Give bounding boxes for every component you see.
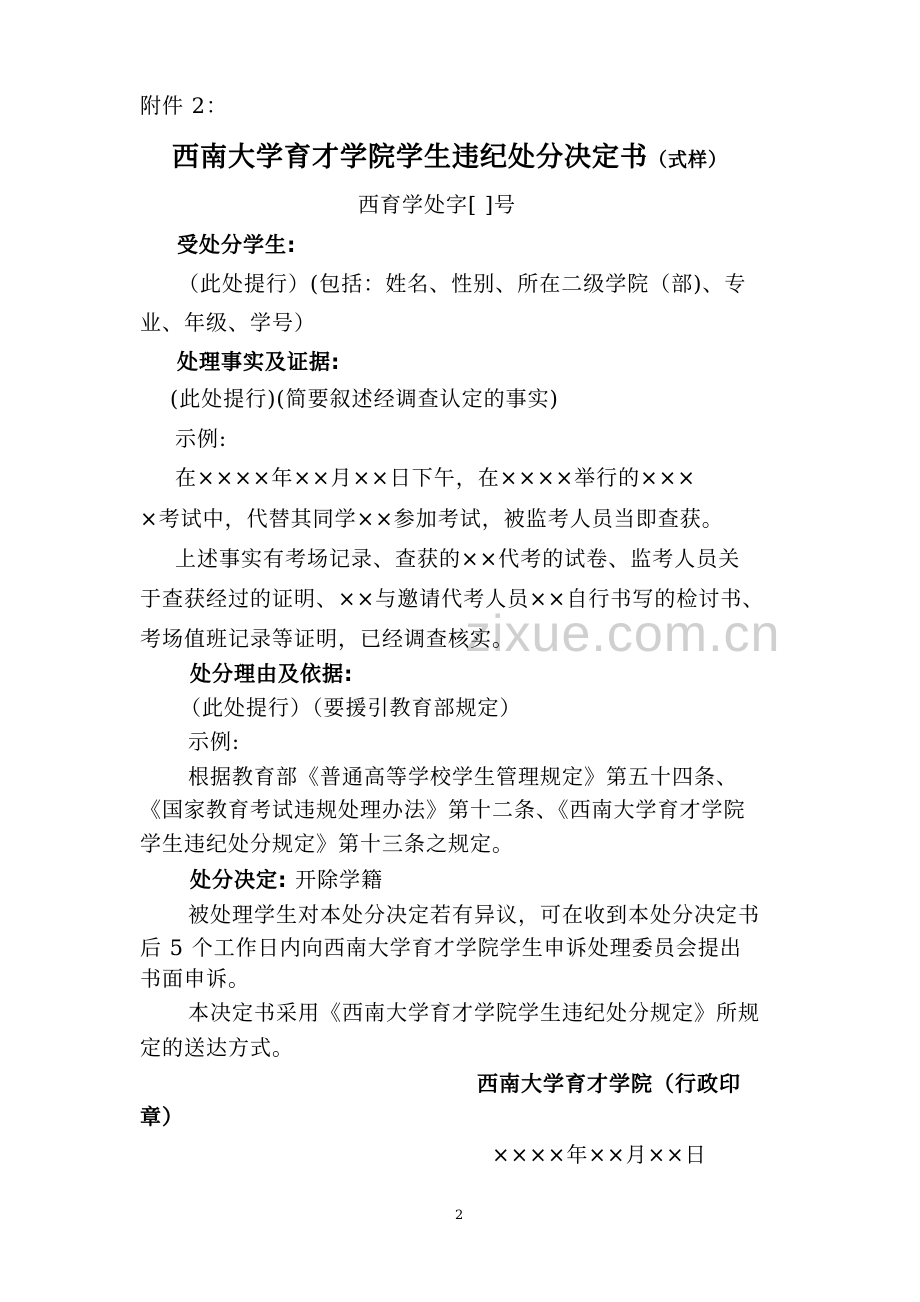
student-line-2: 业、年级、学号） <box>140 311 316 335</box>
basis-heading: 处分理由及依据: <box>190 662 354 686</box>
basis-line-1: （此处提行）（要援引教育部规定） <box>180 696 522 720</box>
facts-line-2: 示例: <box>175 427 228 451</box>
facts-line-7: 考场值班记录等证明，已经调查核实。 <box>140 627 514 651</box>
signature-date: ××××年××月××日 <box>492 1143 707 1167</box>
page-number: 2 <box>455 1208 464 1223</box>
facts-heading: 处理事实及证据: <box>177 350 341 374</box>
delivery-line-1: 本决定书采用《西南大学育才学院学生违纪处分规定》所规 <box>188 1001 760 1025</box>
basis-line-5: 学生违纪处分规定》第十三条之规定。 <box>140 832 514 856</box>
decision-heading: 处分决定: <box>190 868 288 892</box>
basis-line-2: 示例: <box>188 730 241 754</box>
document-number: 西育学处字[ ]号 <box>358 193 517 217</box>
student-line-1: （此处提行）(包括：姓名、性别、所在二级学院（部)、专 <box>178 272 747 296</box>
appeal-line-3: 书面申诉。 <box>140 967 250 991</box>
attachment-label: 附件 2： <box>140 94 229 118</box>
decision-line <box>190 866 383 894</box>
title-sub: （式样） <box>648 149 729 171</box>
facts-line-1: (此处提行)(简要叙述经调查认定的事实) <box>170 387 559 411</box>
basis-line-4: 《国家教育考试违规处理办法》第十二条、《西南大学育才学院 <box>140 798 746 822</box>
student-heading: 受处分学生: <box>177 233 297 257</box>
facts-line-4: ×考试中，代替其同学××参加考试，被监考人员当即查获。 <box>140 507 724 531</box>
basis-line-3: 根据教育部《普通高等学校学生管理规定》第五十四条、 <box>188 765 738 789</box>
issuer-line-1: 西南大学育才学院（行政印 <box>477 1072 741 1096</box>
appeal-line-2: 后 5 个工作日内向西南大学育才学院学生申诉处理委员会提出 <box>140 936 742 960</box>
decision-value: 开除学籍 <box>295 868 384 892</box>
document-title <box>172 141 728 177</box>
facts-line-5: 上述事实有考场记录、查获的××代考的试卷、监考人员关 <box>175 547 741 571</box>
facts-line-6: 于查获经过的证明、××与邀请代考人员××自行书写的检讨书、 <box>140 587 765 611</box>
title-main: 西南大学育才学院学生违纪处分决定书 <box>172 142 648 173</box>
delivery-line-2: 定的送达方式。 <box>140 1036 294 1060</box>
appeal-line-1: 被处理学生对本处分决定若有异议，可在收到本处分决定书 <box>188 903 760 927</box>
issuer-line-2: 章） <box>140 1105 184 1129</box>
facts-line-3: 在××××年××月××日下午，在××××举行的××× <box>175 466 696 490</box>
watermark: zixue.com.cn <box>465 605 781 663</box>
